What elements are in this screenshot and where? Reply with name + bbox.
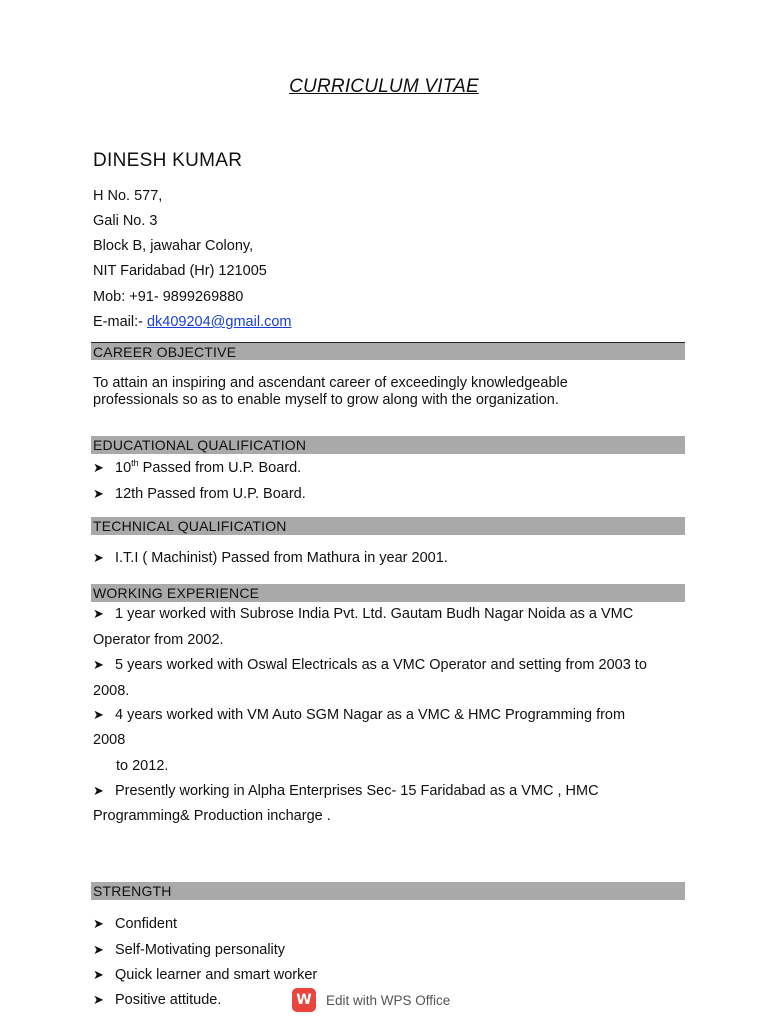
experience-line: Operator from 2002. xyxy=(93,632,224,648)
experience-line: Programming& Production incharge . xyxy=(93,808,331,824)
section-educational-qualification: EDUCATIONAL QUALIFICATION xyxy=(91,436,685,454)
bullet-arrow-icon: ➤ xyxy=(93,486,104,501)
strength-item: ➤ Positive attitude. xyxy=(93,992,222,1008)
bullet-arrow-icon: ➤ xyxy=(93,992,104,1007)
address-line-4: NIT Faridabad (Hr) 121005 xyxy=(93,263,267,279)
technical-item-iti: ➤ I.T.I ( Machinist) Passed from Mathura in year 2001. xyxy=(93,550,448,566)
career-objective-text: To attain an inspiring and ascendant career of exceedingly knowledgeable professionals so as to enable myself to grow along with the organization. xyxy=(93,375,568,408)
candidate-name: DINESH KUMAR xyxy=(93,150,243,171)
bullet-arrow-icon: ➤ xyxy=(93,657,104,672)
email-line xyxy=(93,313,291,331)
section-technical-qualification: TECHNICAL QUALIFICATION xyxy=(91,517,685,535)
bullet-arrow-icon: ➤ xyxy=(93,460,104,475)
bullet-arrow-icon: ➤ xyxy=(93,707,104,722)
education-item-12th: ➤ 12th Passed from U.P. Board. xyxy=(93,486,306,502)
bullet-arrow-icon: ➤ xyxy=(93,967,104,982)
address-line-2: Gali No. 3 xyxy=(93,213,158,229)
experience-item-subrose: ➤ 1 year worked with Subrose India Pvt. Ltd. Gautam Budh Nagar Noida as a VMC xyxy=(93,606,634,622)
wps-logo-icon: W xyxy=(292,988,316,1012)
experience-line: to 2012. xyxy=(116,758,169,774)
document-title: CURRICULUM VITAE xyxy=(289,76,479,97)
address-line-1: H No. 577, xyxy=(93,188,163,204)
address-line-3: Block B, jawahar Colony, xyxy=(93,238,254,254)
bullet-arrow-icon: ➤ xyxy=(93,606,104,621)
experience-item-alpha: ➤ Presently working in Alpha Enterprises Sec- 15 Faridabad as a VMC , HMC xyxy=(93,783,599,799)
section-strength: STRENGTH xyxy=(91,882,685,900)
strength-item: ➤ Quick learner and smart worker xyxy=(93,967,318,983)
bullet-arrow-icon: ➤ xyxy=(93,550,104,565)
experience-line: 2008 xyxy=(93,732,126,748)
wps-watermark[interactable] xyxy=(292,988,450,1012)
mobile-number: Mob: +91- 9899269880 xyxy=(93,289,244,305)
strength-item: ➤ Self-Motivating personality xyxy=(93,942,286,958)
wps-watermark-text: Edit with WPS Office xyxy=(326,992,451,1008)
education-item-10th: ➤ 10th Passed from U.P. Board. xyxy=(93,458,302,476)
section-working-experience: WORKING EXPERIENCE xyxy=(91,584,685,602)
bullet-arrow-icon: ➤ xyxy=(93,942,104,957)
email-label: E-mail:- xyxy=(93,314,147,330)
experience-item-vm-auto: ➤ 4 years worked with VM Auto SGM Nagar as a VMC & HMC Programming from xyxy=(93,707,626,723)
email-link[interactable]: dk409204@gmail.com xyxy=(146,314,292,330)
experience-line: 2008. xyxy=(93,683,130,699)
bullet-arrow-icon: ➤ xyxy=(93,783,104,798)
bullet-arrow-icon: ➤ xyxy=(93,916,104,931)
section-career-objective: CAREER OBJECTIVE xyxy=(91,342,685,360)
experience-item-oswal: ➤ 5 years worked with Oswal Electricals as a VMC Operator and setting from 2003 to xyxy=(93,657,647,673)
strength-item: ➤ Confident xyxy=(93,916,178,932)
